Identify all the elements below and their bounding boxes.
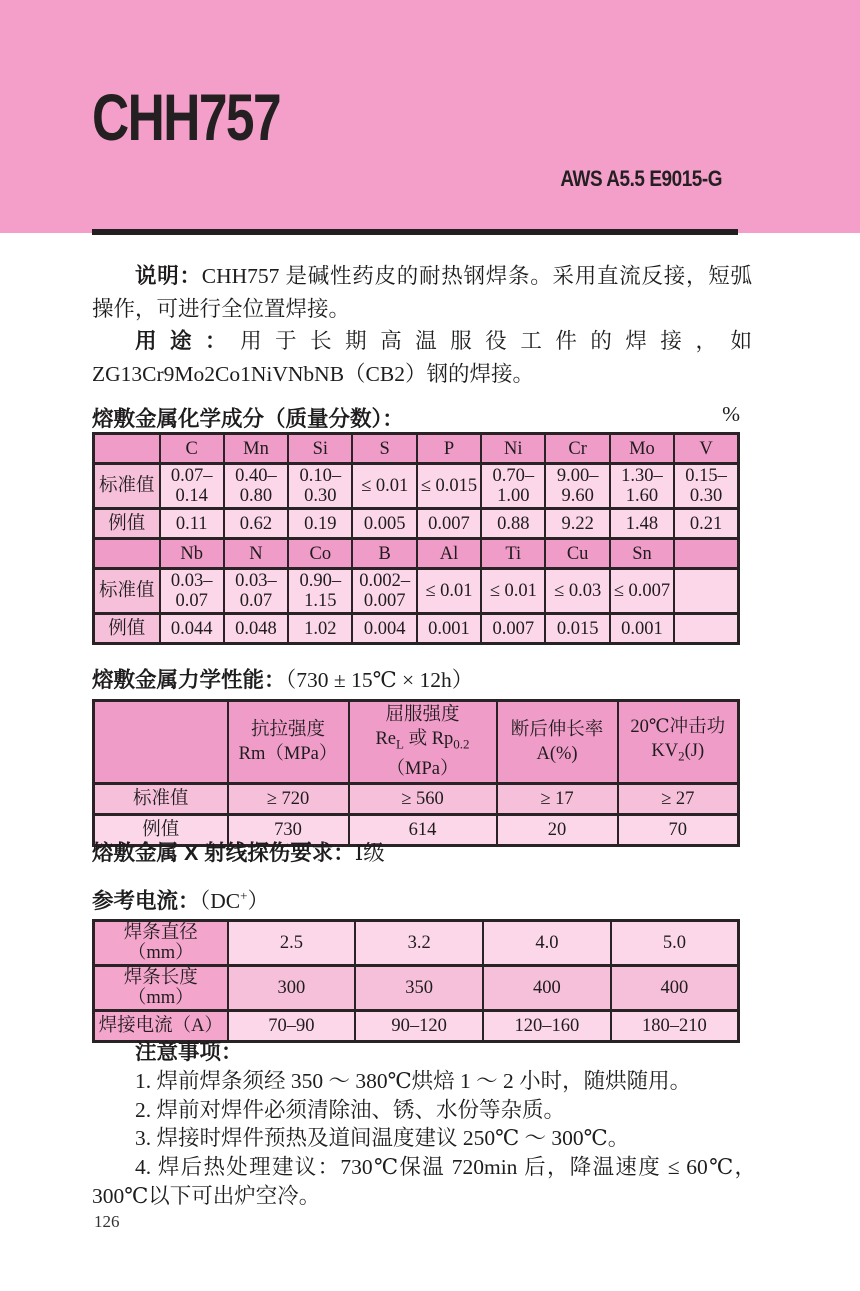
header-line: Rm（MPa）	[238, 743, 338, 764]
chem-value-cell: 0.048	[224, 614, 288, 644]
chem-col-header: Co	[288, 539, 352, 569]
reference-current-table	[92, 919, 740, 1043]
mech-col-header-yield	[349, 701, 497, 784]
intro-section	[92, 260, 752, 390]
usage-label: 用途：	[135, 329, 241, 354]
mech-properties-table	[92, 699, 740, 847]
current-value-cell: 90–120	[355, 1011, 483, 1042]
chem-value-cell: ≤ 0.01	[417, 569, 481, 614]
mech-value-cell: 70	[618, 814, 739, 845]
chem-value-cell: 0.15–0.30	[674, 464, 738, 509]
header-line: $KV_2(J)$	[651, 741, 705, 764]
chem-col-header: Mn	[224, 434, 288, 464]
header-line: 断后伸长率	[510, 719, 604, 740]
header-line: 20℃冲击功	[630, 717, 726, 737]
row-label: 标准值	[94, 783, 228, 814]
chem-value-cell: 0.21	[674, 509, 738, 539]
chem-value-cell: 0.10–0.30	[288, 464, 352, 509]
xray-label: 熔敷金属 X 射线探伤要求：	[92, 841, 355, 865]
current-value-cell: 5.0	[611, 921, 739, 966]
current-value-cell: 400	[483, 966, 611, 1011]
mech-col-header-impact	[618, 701, 739, 784]
header-line: A(%)	[536, 743, 578, 764]
note-item-3: 3. 焊接时焊件预热及道间温度建议 250℃ ～ 300℃。	[135, 1126, 630, 1151]
chem-standard-row-2	[94, 569, 739, 614]
current-value-cell: 120–160	[483, 1011, 611, 1042]
chem-corner-cell	[94, 434, 160, 464]
row-label: 例值	[94, 509, 160, 539]
chem-value-cell: ≤ 0.007	[610, 569, 674, 614]
current-label: 参考电流：	[92, 889, 200, 913]
mech-corner-cell	[94, 701, 228, 784]
chem-col-header: P	[417, 434, 481, 464]
row-label: 标准值	[94, 569, 160, 614]
chem-title-text: 熔敷金属化学成分（质量分数）：	[92, 407, 404, 431]
current-value-cell: 300	[228, 966, 356, 1011]
mech-value-cell: ≥ 27	[618, 783, 739, 814]
note-item-1: 1. 焊前焊条须经 350 ～ 380℃烘焙 1 ～ 2 小时，随烘随用。	[135, 1068, 692, 1093]
chem-value-cell: 0.03–0.07	[224, 569, 288, 614]
mech-section-title	[92, 663, 740, 694]
chem-value-cell: 0.001	[417, 614, 481, 644]
chem-value-cell	[674, 614, 738, 644]
chem-col-header: N	[224, 539, 288, 569]
chem-value-cell: 0.70–1.00	[481, 464, 545, 509]
chem-col-header: Si	[288, 434, 352, 464]
mech-header-row	[94, 701, 739, 784]
chem-col-header: S	[352, 434, 416, 464]
chem-value-cell: 0.07–0.14	[160, 464, 224, 509]
chem-value-cell: 0.001	[610, 614, 674, 644]
usage-paragraph	[92, 325, 752, 390]
chem-example-row-2	[94, 614, 739, 644]
chem-corner-cell	[94, 539, 160, 569]
mech-value-cell: 730	[228, 814, 349, 845]
chem-section-title	[92, 402, 740, 433]
chem-value-cell: 0.007	[481, 614, 545, 644]
chem-col-header: Nb	[160, 539, 224, 569]
chem-value-cell: ≤ 0.03	[545, 569, 609, 614]
chem-col-header: C	[160, 434, 224, 464]
header-line: 抗拉强度	[250, 719, 325, 740]
chem-value-cell: 0.007	[417, 509, 481, 539]
chem-col-header: V	[674, 434, 738, 464]
chem-col-header: Sn	[610, 539, 674, 569]
chem-value-cell: 1.30–1.60	[610, 464, 674, 509]
current-value-cell: 350	[355, 966, 483, 1011]
page-number: 126	[94, 1212, 120, 1231]
chem-value-cell: 0.11	[160, 509, 224, 539]
description-text: CHH757 是碱性药皮的耐热钢焊条。采用直流反接，短弧操作，可进行全位置焊接。	[92, 264, 752, 321]
chem-value-cell: ≤ 0.01	[352, 464, 416, 509]
current-value-cell: 180–210	[611, 1011, 739, 1042]
current-value-cell: 2.5	[228, 921, 356, 966]
header-line: $Re_L$ 或 $Rp_{0.2}(MPa)$	[375, 729, 470, 779]
usage-text: 用于长期高温服役工件的焊接，如 ZG13Cr9Mo2Co1NiVNbNB（CB2）钢的焊接。	[92, 329, 752, 386]
header-line: 屈服强度	[385, 705, 460, 725]
chem-value-cell: 0.002–0.007	[352, 569, 416, 614]
length-row	[94, 966, 739, 1011]
current-section-title	[92, 884, 740, 915]
mech-col-header-tensile	[228, 701, 349, 784]
chem-value-cell: ≤ 0.015	[417, 464, 481, 509]
chem-composition-table	[92, 432, 740, 645]
notes-title: 注意事项：	[135, 1040, 243, 1064]
chem-value-cell: 9.00–9.60	[545, 464, 609, 509]
note-item-2: 2. 焊前对焊件必须清除油、锈、水份等杂质。	[135, 1097, 566, 1122]
mech-title-text: 熔敷金属力学性能：	[92, 668, 286, 692]
chem-value-cell: 0.044	[160, 614, 224, 644]
chem-value-cell	[674, 569, 738, 614]
chem-col-header: Al	[417, 539, 481, 569]
diameter-row	[94, 921, 739, 966]
chem-col-header: Cr	[545, 434, 609, 464]
chem-value-cell: ≤ 0.01	[481, 569, 545, 614]
xray-requirement-line	[92, 836, 740, 867]
description-paragraph	[92, 260, 752, 325]
note-item-4: 4. 焊后热处理建议：730℃保温 720min 后，降温速度 ≤ 60℃，300℃以下可出炉空冷。	[92, 1155, 756, 1208]
chem-value-cell: 1.02	[288, 614, 352, 644]
mech-value-cell: ≥ 720	[228, 783, 349, 814]
chem-value-cell: 0.03–0.07	[160, 569, 224, 614]
mech-test-condition: （730 ± 15℃ × 12h）	[285, 668, 474, 692]
mech-standard-row	[94, 783, 739, 814]
mech-value-cell: ≥ 17	[497, 783, 618, 814]
current-value-cell: 3.2	[355, 921, 483, 966]
xray-grade: Ⅰ级	[354, 841, 385, 865]
mech-col-header-elongation	[497, 701, 618, 784]
current-dc-note: （DC+）	[199, 887, 269, 913]
row-label: 焊条长度（mm）	[94, 966, 228, 1011]
chem-value-cell: 0.015	[545, 614, 609, 644]
row-label: 标准值	[94, 464, 160, 509]
chem-col-header: Ni	[481, 434, 545, 464]
description-label: 说明：	[135, 264, 202, 288]
chem-value-cell: 9.22	[545, 509, 609, 539]
chem-value-cell: 0.88	[481, 509, 545, 539]
header-band	[0, 0, 860, 233]
chem-header-row-1	[94, 434, 739, 464]
chem-value-cell: 1.48	[610, 509, 674, 539]
chem-value-cell: 0.40–0.80	[224, 464, 288, 509]
row-label: 焊接电流（A）	[94, 1011, 228, 1042]
current-value-cell: 70–90	[228, 1011, 356, 1042]
chem-col-header: Mo	[610, 434, 674, 464]
mech-value-cell: ≥ 560	[349, 783, 497, 814]
chem-unit-label: %	[722, 402, 740, 426]
current-value-cell: 400	[611, 966, 739, 1011]
chem-value-cell: 0.62	[224, 509, 288, 539]
current-value-cell: 4.0	[483, 921, 611, 966]
chem-col-header: B	[352, 539, 416, 569]
chem-value-cell: 0.19	[288, 509, 352, 539]
chem-col-header: Ti	[481, 539, 545, 569]
chem-value-cell: 0.004	[352, 614, 416, 644]
row-label: 例值	[94, 814, 228, 845]
chem-example-row-1	[94, 509, 739, 539]
chem-value-cell: 0.005	[352, 509, 416, 539]
header-divider-rule	[92, 229, 738, 235]
mech-value-cell: 614	[349, 814, 497, 845]
row-label: 焊条直径（mm）	[94, 921, 228, 966]
product-title: CHH757	[92, 80, 281, 154]
chem-value-cell: 0.90–1.15	[288, 569, 352, 614]
chem-col-header: Cu	[545, 539, 609, 569]
chem-standard-row-1	[94, 464, 739, 509]
row-label: 例值	[94, 614, 160, 644]
welding-current-row	[94, 1011, 739, 1042]
chem-header-row-2	[94, 539, 739, 569]
aws-spec-label: AWS A5.5 E9015-G	[560, 166, 722, 191]
chem-col-header	[674, 539, 738, 569]
mech-value-cell: 20	[497, 814, 618, 845]
notes-section	[92, 1038, 756, 1211]
